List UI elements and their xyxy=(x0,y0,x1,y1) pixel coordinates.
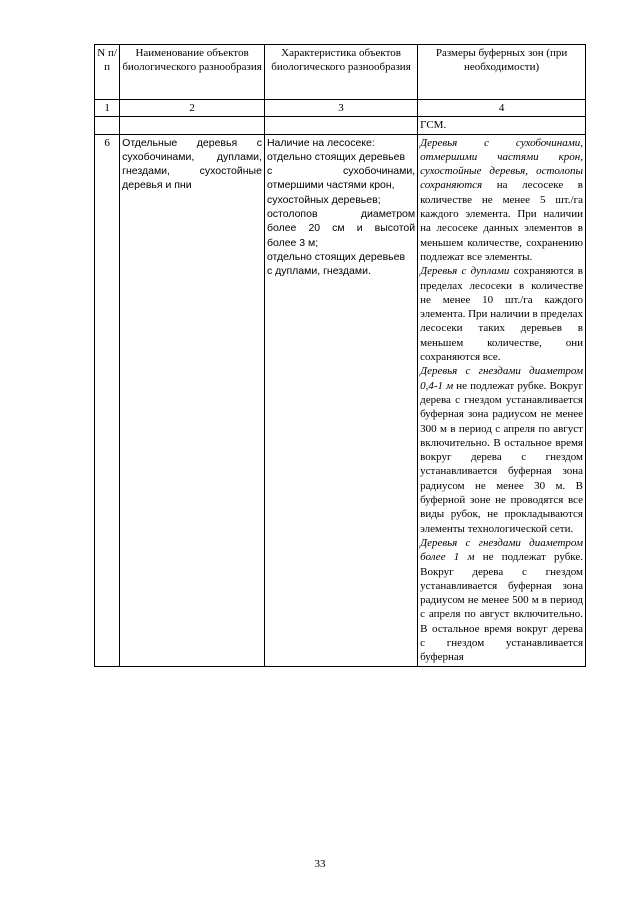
row-number: 6 xyxy=(95,134,120,666)
page-number: 33 xyxy=(314,858,326,870)
biodiversity-table xyxy=(94,44,586,667)
object-characteristic-cell: Наличие на лесосеке: отдельно стоящих деревьев с сухобочинами, отмершими частями крон, сухостойных деревьев; остолопов диаметром более 20 см и высотой более 3 м; отдельно стоящих деревьев с дуплами, гнездами. xyxy=(264,134,417,666)
buffer-zone-paragraph: Деревья с гнездами диаметром 0,4-1 м не подлежат рубке. Вокруг дерева с гнездом устанавливается буферная зона радиусом не менее 300 м в период с апреля по август включительно. В остальное время вокруг дерева с гнездом устанавливается буферная зона радиусом не менее 30 м. В буферной зоне не проводятся все виды рубок, не прокладываются элементы технологической сети. xyxy=(420,365,583,535)
carryover-text: ГСМ. xyxy=(418,117,586,134)
header-buffer-zone-size: Размеры буферных зон (при необходимости) xyxy=(418,45,586,100)
table-row xyxy=(95,134,586,666)
column-number: 3 xyxy=(264,100,417,117)
header-object-name: Наименование объектов биологического разнообразия xyxy=(120,45,265,100)
object-name-cell: Отдельные деревья с сухобочинами, дуплами, гнездами, сухостойные деревья и пни xyxy=(120,134,265,666)
carryover-row xyxy=(95,117,586,134)
column-number: 1 xyxy=(95,100,120,117)
table-header-row xyxy=(95,45,586,100)
column-number: 4 xyxy=(418,100,586,117)
column-number: 2 xyxy=(120,100,265,117)
column-number-row xyxy=(95,100,586,117)
header-object-characteristic: Характеристика объектов биологического разнообразия xyxy=(264,45,417,100)
buffer-zone-cell xyxy=(418,134,586,666)
buffer-zone-paragraph: Деревья с сухобочинами, отмершими частями крон, сухостойные деревья, остолопы сохраняются на лесосеке в количестве не менее 5 шт./га каждого элемента. При наличии на лесосеке данных элементов в меньшем количестве, сохранению подлежат все элементы. xyxy=(420,136,583,263)
buffer-zone-paragraph: Деревья с гнездами диаметром более 1 м не подлежат рубке. Вокруг дерева с гнездом устанавливается буферная зона радиусом не менее 500 м в период с апреля по август включительно. В остальное время вокруг дерева с гнездом устанавливается буферная xyxy=(420,536,583,664)
header-number: N п/п xyxy=(95,45,120,100)
buffer-zone-paragraph: Деревья с дуплами сохраняются в пределах лесосеки в количестве не менее 10 шт./га каждого элемента. При наличии в пределах лесосеки таких деревьев в меньшем количестве, они сохраняются все. xyxy=(420,265,584,364)
